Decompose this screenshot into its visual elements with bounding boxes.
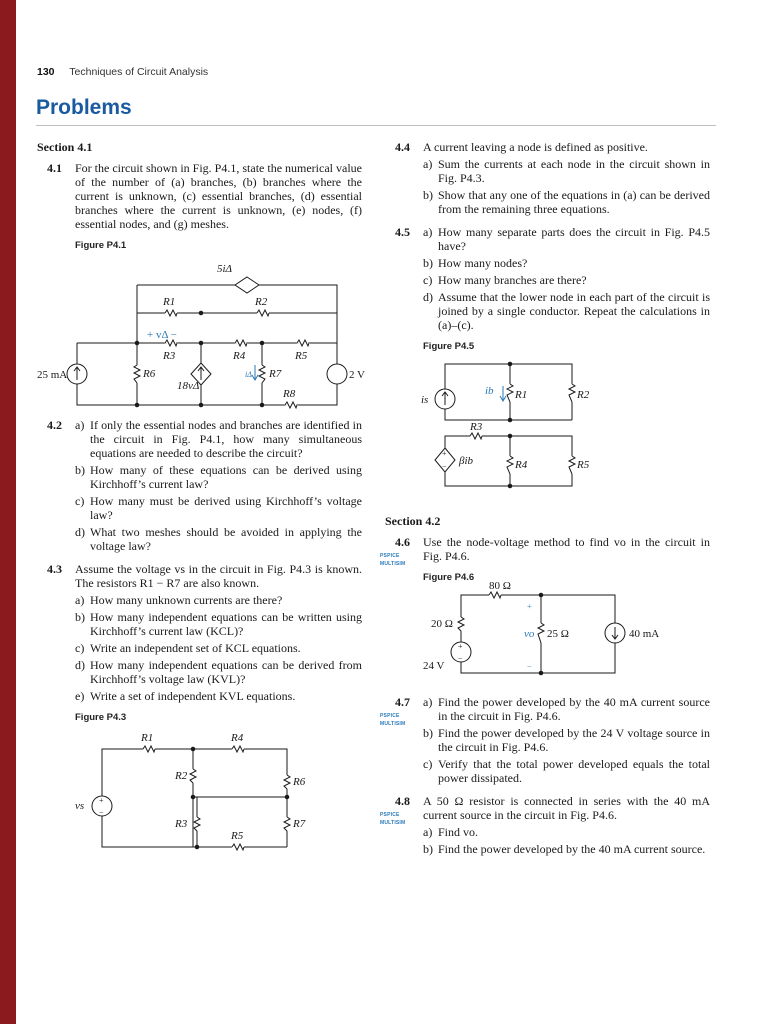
problem-4-1 xyxy=(37,161,362,231)
r1-label: R1 xyxy=(141,732,154,744)
pspice-badge: PSPICE xyxy=(380,812,400,818)
title-rule xyxy=(36,125,716,126)
problem-text: Use the node-voltage method to find vo in the circuit in Fig. P4.6. xyxy=(423,535,710,563)
svg-text:+: + xyxy=(99,796,104,805)
right-column xyxy=(380,140,710,865)
figure-label: Figure P4.3 xyxy=(75,712,127,723)
problem-4-6 xyxy=(380,535,710,567)
problem-text: A current leaving a node is defined as positive. xyxy=(423,140,648,154)
problem-4-7: 4.7 PSPICE MULTISIM a) Find the power developed by the 40 mA current source in the circuit in Fig. P4.6. b) Find the power developed by the 24 V voltage source in the circuit in Fig. P4.6. c) Verify that the total power developed equals the total power dissipated. xyxy=(380,695,710,785)
running-header xyxy=(37,66,208,78)
dependent-source-5i-label: 5iΔ xyxy=(217,263,233,275)
problem-number: 4.7 xyxy=(395,695,410,709)
problem-number: 4.1 xyxy=(47,161,62,175)
r25-label: 25 Ω xyxy=(547,628,569,640)
problem-text: For the circuit shown in Fig. P4.1, state the numerical value of the number of (a) branches, (b) branches where the current is unknown, (c) essential branches, (d) essential branches where the current is unknown, (e) nodes, (f) essential nodes, and (g) meshes. xyxy=(75,161,362,231)
r3-label: R3 xyxy=(470,421,483,433)
r4-label: R4 xyxy=(515,459,528,471)
problem-number: 4.3 xyxy=(47,562,62,576)
r4-label: R4 xyxy=(233,350,246,362)
figure-label: Figure P4.5 xyxy=(423,341,475,352)
r7-label: R7 xyxy=(269,368,282,380)
problem-4-5: 4.5 a) How many separate parts does the circuit in Fig. P4.5 have? b) How many nodes? c) How many branches are there? d) Assume that the lower node in each part of the circuit is joined by a single conductor. Repeat the calculations in (a)–(c). xyxy=(395,225,710,332)
svg-text:+: + xyxy=(442,449,447,458)
problem-4-8: 4.8 PSPICE MULTISIM A 50 Ω resistor is connected in series with the 40 mA current source in the circuit in Fig. P4.6. a) Find vo. b) Find the power developed by the 40 mA current source. xyxy=(380,794,710,856)
problem-4-4: 4.4 A current leaving a node is defined as positive. a) Sum the currents at each node in the circuit shown in Fig. P4.3. b) Show that any one of the equations in (a) can be derived from the remaining three equations. xyxy=(395,140,710,216)
pspice-badge: PSPICE xyxy=(380,713,400,719)
r80-label: 80 Ω xyxy=(489,580,511,592)
r7-label: R7 xyxy=(293,818,306,830)
problem-text: A 50 Ω resistor is connected in series with the 40 mA current source in the circuit in Fig. P4.6. xyxy=(423,794,710,822)
pspice-badge: PSPICE xyxy=(380,553,400,559)
problem-text: Assume the voltage vs in the circuit in Fig. P4.3 is known. The resistors R1 − R7 are also known. xyxy=(75,562,362,590)
source-2v-label: 2 V xyxy=(349,369,365,381)
section-heading: Section 4.2 xyxy=(385,514,441,528)
vo-label: vo xyxy=(524,628,535,640)
vs-label: vs xyxy=(75,800,85,812)
r2-label: R2 xyxy=(255,296,268,308)
figure-label: Figure P4.1 xyxy=(75,240,127,251)
ib-label: ib xyxy=(485,385,494,397)
figure-p4-6-circuit xyxy=(385,580,705,687)
multisim-badge: MULTISIM xyxy=(380,820,406,826)
multisim-badge: MULTISIM xyxy=(380,561,406,567)
r3-label: R3 xyxy=(163,350,176,362)
section-heading: Section 4.1 xyxy=(37,140,93,154)
problem-number: 4.4 xyxy=(395,140,410,154)
vo-plus: + xyxy=(527,602,532,611)
figure-p4-3-circuit xyxy=(37,727,367,852)
problem-number: 4.2 xyxy=(47,418,62,432)
page-title: Problems xyxy=(36,96,132,119)
dependent-source-18v-label: 18vΔ xyxy=(177,380,200,392)
v24-label: 24 V xyxy=(423,660,445,672)
source-25ma-label: 25 mA xyxy=(37,369,68,381)
problem-4-2: 4.2 a) If only the essential nodes and branches are identified in the circuit in Fig. P4.1, how many simultaneous equations are needed to describe the circuit? b) How many of these equations can be derived using Kirchhoff’s current law? c) How many must be derived using Kirchhoff’s voltage law? d) What two meshes should be avoided in applying the voltage law? xyxy=(47,418,362,553)
vo-minus: − xyxy=(527,662,532,671)
svg-text:−: − xyxy=(99,808,104,817)
i40-label: 40 mA xyxy=(629,628,660,640)
v-delta-label: + vΔ − xyxy=(147,329,177,341)
figure-p4-5-circuit xyxy=(385,356,705,506)
r5-label: R5 xyxy=(231,830,244,842)
figure-p4-1-circuit xyxy=(37,255,377,410)
r1-label: R1 xyxy=(515,389,528,401)
r2-label: R2 xyxy=(175,770,188,782)
svg-text:+: + xyxy=(458,642,463,651)
r2-label: R2 xyxy=(577,389,590,401)
multisim-badge: MULTISIM xyxy=(380,721,406,727)
problem-4-3: 4.3 Assume the voltage vs in the circuit in Fig. P4.3 is known. The resistors R1 − R7 are also known. a) How many unknown currents are there? b) How many independent equations can be written using Kirchhoff’s current law (KCL)? c) Write an independent set of KCL equations. d) How many independent equations can be derived from Kirchhoff’s voltage law (KVL)? e) Write a set of independent KVL equations. xyxy=(47,562,362,703)
r4-label: R4 xyxy=(231,732,244,744)
r5-label: R5 xyxy=(577,459,590,471)
chapter-color-bar xyxy=(0,0,16,1024)
problem-number: 4.5 xyxy=(395,225,410,239)
problem-number: 4.6 xyxy=(395,535,410,549)
page-number: 130 xyxy=(37,66,55,78)
r6-label: R6 xyxy=(143,368,156,380)
is-label: is xyxy=(421,394,429,406)
left-column xyxy=(37,140,365,860)
dependent-source-label: βib xyxy=(459,455,474,467)
figure-label: Figure P4.6 xyxy=(423,572,475,583)
i-delta-label: iΔ xyxy=(245,370,252,379)
r5-label: R5 xyxy=(295,350,308,362)
r6-label: R6 xyxy=(293,776,306,788)
r8-label: R8 xyxy=(283,388,296,400)
r1-label: R1 xyxy=(163,296,176,308)
r20-label: 20 Ω xyxy=(431,618,453,630)
svg-text:−: − xyxy=(458,654,463,663)
problem-number: 4.8 xyxy=(395,794,410,808)
running-title: Techniques of Circuit Analysis xyxy=(69,66,209,78)
r3-label: R3 xyxy=(175,818,188,830)
svg-text:−: − xyxy=(442,462,447,471)
